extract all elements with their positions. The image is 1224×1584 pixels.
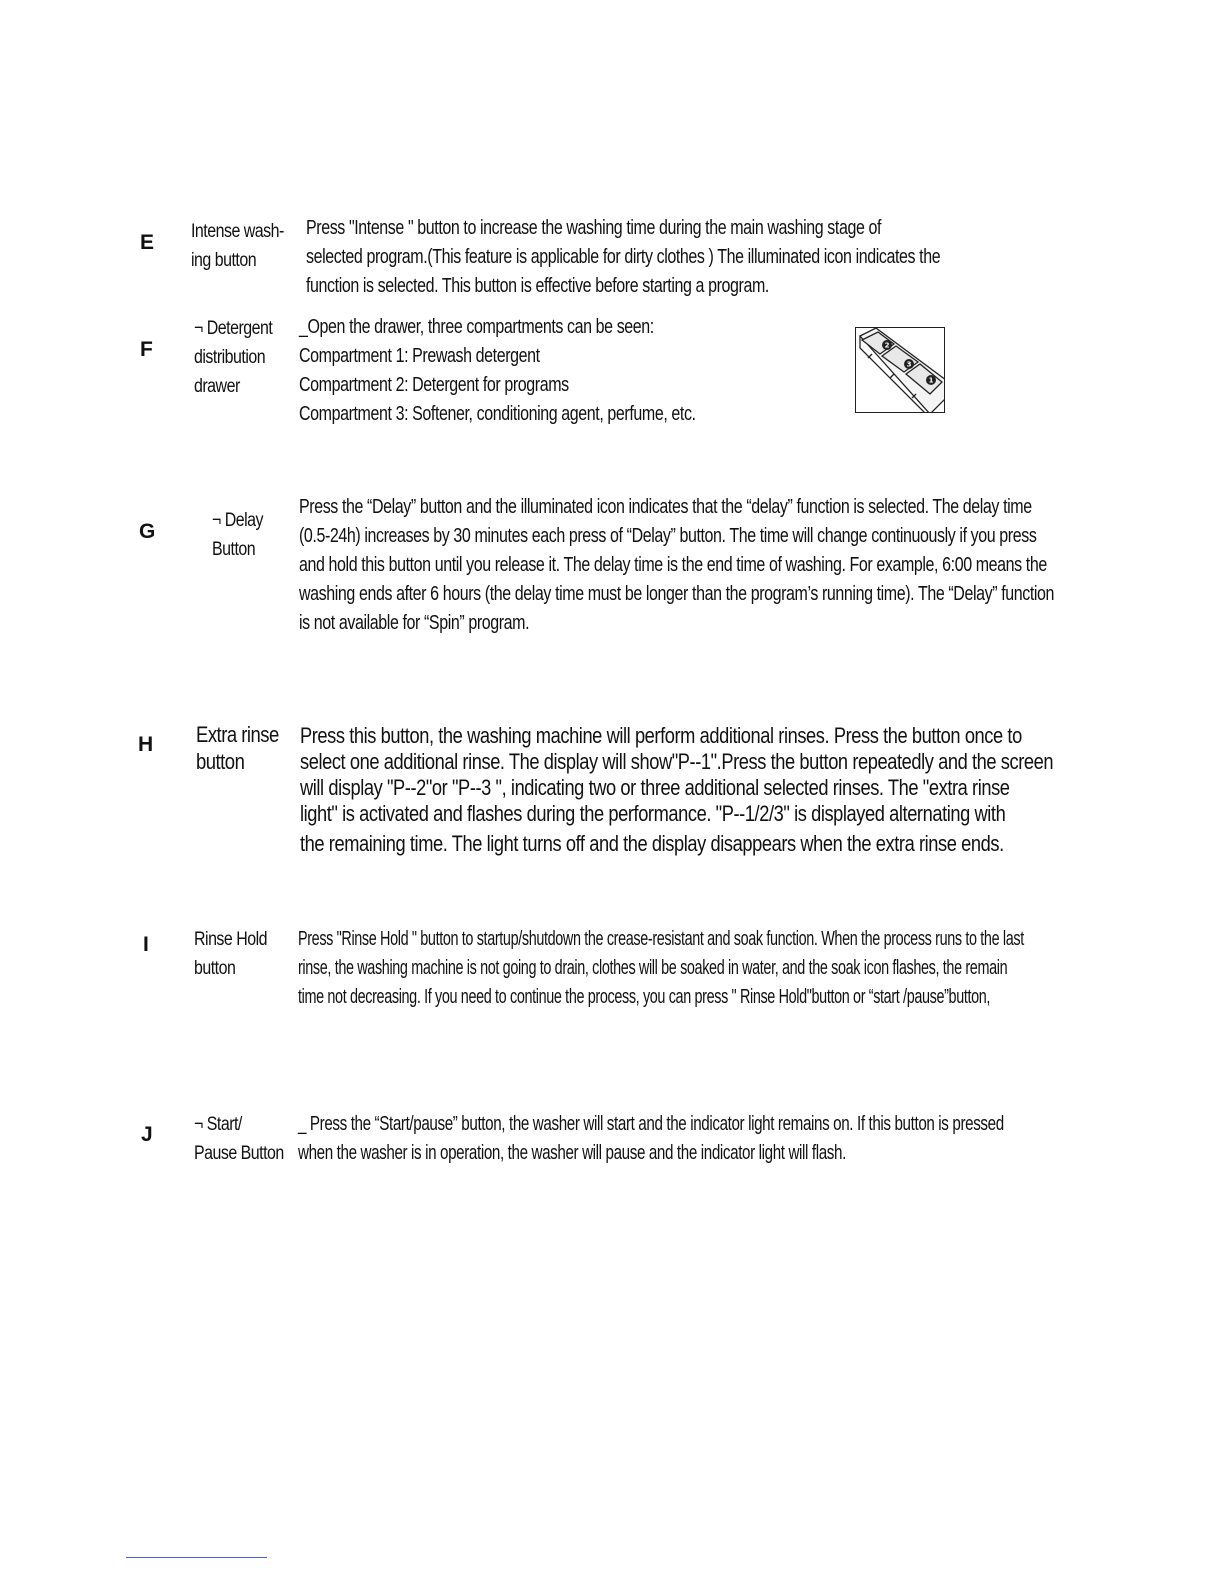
section-description: Press the “Delay” button and the illuminated icon indicates that the “delay” function is selected. The delay time (0.5-24h) increases by 30 minutes each press of “Delay” button. The time will change continuously if you press and hold this button until you release it. The delay time is the end time of washing. For example, 6:00 means the washing ends after 6 hours (the delay time must be longer than the program’s running time). The “Delay” function is not available for “Spin” program. <box>299 496 1055 634</box>
section-letter: I <box>143 933 149 956</box>
section-description: _Open the drawer, three compartments can be seen: Compartment 1: Prewash detergent Compartment 2: Detergent for programs Compartment 3: Softener, conditioning agent, perfume, etc. <box>299 316 696 425</box>
section-letter: H <box>138 733 154 756</box>
section-description: Press "Intense " button to increase the washing time during the main washing stage of selected program.(This feature is applicable for dirty clothes ) The illuminated icon indicates the function is selected. This button is effective before starting a program. <box>306 217 941 297</box>
section-description: _ Press the “Start/pause” button, the washer will start and the indicator light remains on. If this button is pressed when the washer is in operation, the washer will pause and the indicator light will flash. <box>298 1113 1004 1164</box>
detergent-drawer-icon <box>856 328 945 413</box>
section-description: Press "Rinse Hold " button to startup/shutdown the crease-resistant and soak function. When the process runs to the last rinse, the washing machine is not going to drain, clothes will be soaked in water, and the soak icon flashes, the remain time not decreasing. If you need to continue the process, you can press " Rinse Hold"button or “start /pause”button, <box>298 928 1024 1008</box>
section-letter: E <box>140 231 155 254</box>
section-letter: J <box>141 1123 153 1146</box>
section-letter: G <box>139 520 156 543</box>
section-label: Rinse Hold button <box>194 929 268 979</box>
compartment-number: 1 <box>928 376 934 385</box>
section-description: Press this button, the washing machine will perform additional rinses. Press the button once to select one additional rinse. The display will show"P--1".Press the button repeatedly and the screen will display "P--2"or "P--3 ", indicating two or three additional selected rinses. The "extra rinse light" is activated and flashes during the performance. "P--1/2/3" is displayed alternating with the remaining time. The light turns off and the display disappears when the extra rinse ends. <box>300 723 1054 856</box>
section-label: ¬ Start/ Pause Button <box>194 1114 284 1164</box>
section-label: Intense wash- ing button <box>191 221 284 271</box>
section-letter: F <box>140 338 153 361</box>
section-label: ¬ Delay Button <box>212 510 264 560</box>
footnote-separator <box>126 1557 267 1558</box>
compartment-number: 3 <box>906 360 912 369</box>
detergent-drawer-illustration <box>855 327 945 413</box>
section-label: ¬ Detergent distribution drawer <box>194 318 273 397</box>
section-label: Extra rinse button <box>196 722 279 774</box>
compartment-number: 2 <box>884 341 890 350</box>
